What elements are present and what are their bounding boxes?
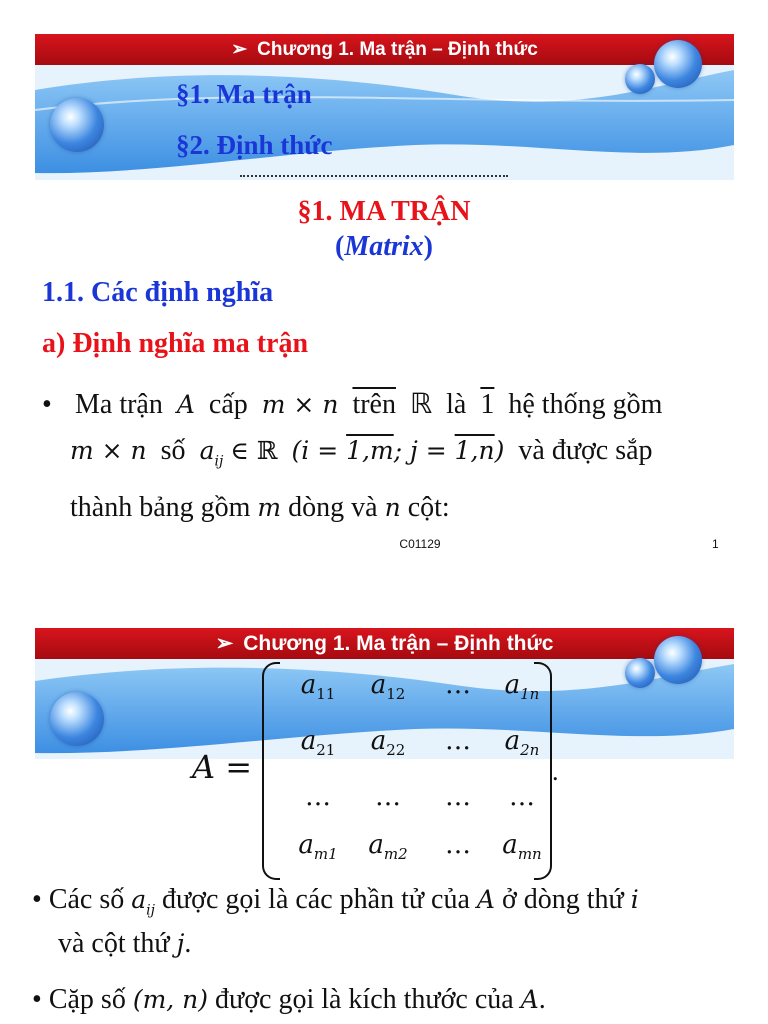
sphere-decoration-icon bbox=[654, 636, 702, 684]
element-definition-line-2: và cột thứ j. bbox=[58, 928, 192, 959]
matrix-equation bbox=[192, 662, 602, 882]
matrix-cell: … bbox=[305, 782, 331, 812]
matrix-cell: … bbox=[445, 782, 471, 812]
toc-item-matrix[interactable]: §1. Ma trận bbox=[176, 79, 312, 109]
section-subtitle: (Matrix) bbox=[334, 231, 433, 262]
matrix-cell: … bbox=[509, 782, 535, 812]
size-definition-line: • Cặp số (m, n) được gọi là kích thước của A. bbox=[32, 984, 546, 1015]
section-title: §1. MA TRẬN bbox=[297, 196, 471, 227]
toc-item-determinant[interactable]: §2. Định thức bbox=[176, 130, 333, 160]
sphere-decoration-icon bbox=[625, 64, 655, 94]
chapter-title: Chương 1. Ma trận – Định thức bbox=[257, 38, 538, 60]
subsection-heading: 1.1. Các định nghĩa bbox=[42, 277, 274, 308]
bullet: • bbox=[42, 389, 52, 420]
sphere-decoration-icon bbox=[50, 98, 104, 152]
matrix-cell: $a_{m2}$ bbox=[368, 830, 408, 864]
matrix-cell: $a_{m1}$ bbox=[298, 830, 338, 864]
element-definition-line-1: • Các số $a_{ij}$ được gọi là các phần tử của A ở dòng thứ i bbox=[32, 884, 639, 919]
matrix-lhs: A = bbox=[192, 748, 253, 786]
arrow-bullet-icon: ➢ bbox=[215, 632, 234, 655]
sphere-decoration-icon bbox=[654, 40, 702, 88]
definition-heading: a) Định nghĩa ma trận bbox=[42, 328, 309, 359]
matrix-cell: $a_{2n}$ bbox=[504, 726, 540, 760]
slide-code: C01129 bbox=[399, 537, 441, 551]
matrix-cell: $a_{12}$ bbox=[370, 670, 406, 704]
chapter-bar bbox=[35, 34, 734, 65]
matrix-cell: $a_{1n}$ bbox=[504, 670, 540, 704]
arrow-bullet-icon: ➢ bbox=[231, 39, 248, 60]
sphere-decoration-icon bbox=[50, 692, 104, 746]
definition-paragraph: • Ma trận A cấp m × n trên ℝ là 1 hệ thống gồm m × n số $a_{ij}$ ∈ ℝ (i = 1,m; j = 1,n) và được sắp thành bảng gồm m dòng và n cột: bbox=[42, 382, 722, 531]
dotted-divider bbox=[240, 175, 508, 177]
matrix-cell: … bbox=[445, 670, 471, 700]
page-number: 1 bbox=[712, 537, 719, 551]
slide-2 bbox=[0, 622, 768, 1024]
matrix-cell: $a_{22}$ bbox=[370, 726, 406, 760]
chapter-title: Chương 1. Ma trận – Định thức bbox=[243, 631, 554, 655]
matrix-cell: $a_{mn}$ bbox=[502, 830, 542, 864]
matrix-cell: … bbox=[445, 726, 471, 756]
left-parenthesis bbox=[262, 662, 280, 880]
matrix-cell: … bbox=[445, 830, 471, 860]
sphere-decoration-icon bbox=[625, 658, 655, 688]
matrix-cell: … bbox=[375, 782, 401, 812]
matrix-cell: $a_{21}$ bbox=[300, 726, 336, 760]
matrix-period: . bbox=[552, 757, 559, 786]
matrix-cell: $a_{11}$ bbox=[300, 670, 336, 704]
chapter-bar bbox=[35, 628, 734, 659]
